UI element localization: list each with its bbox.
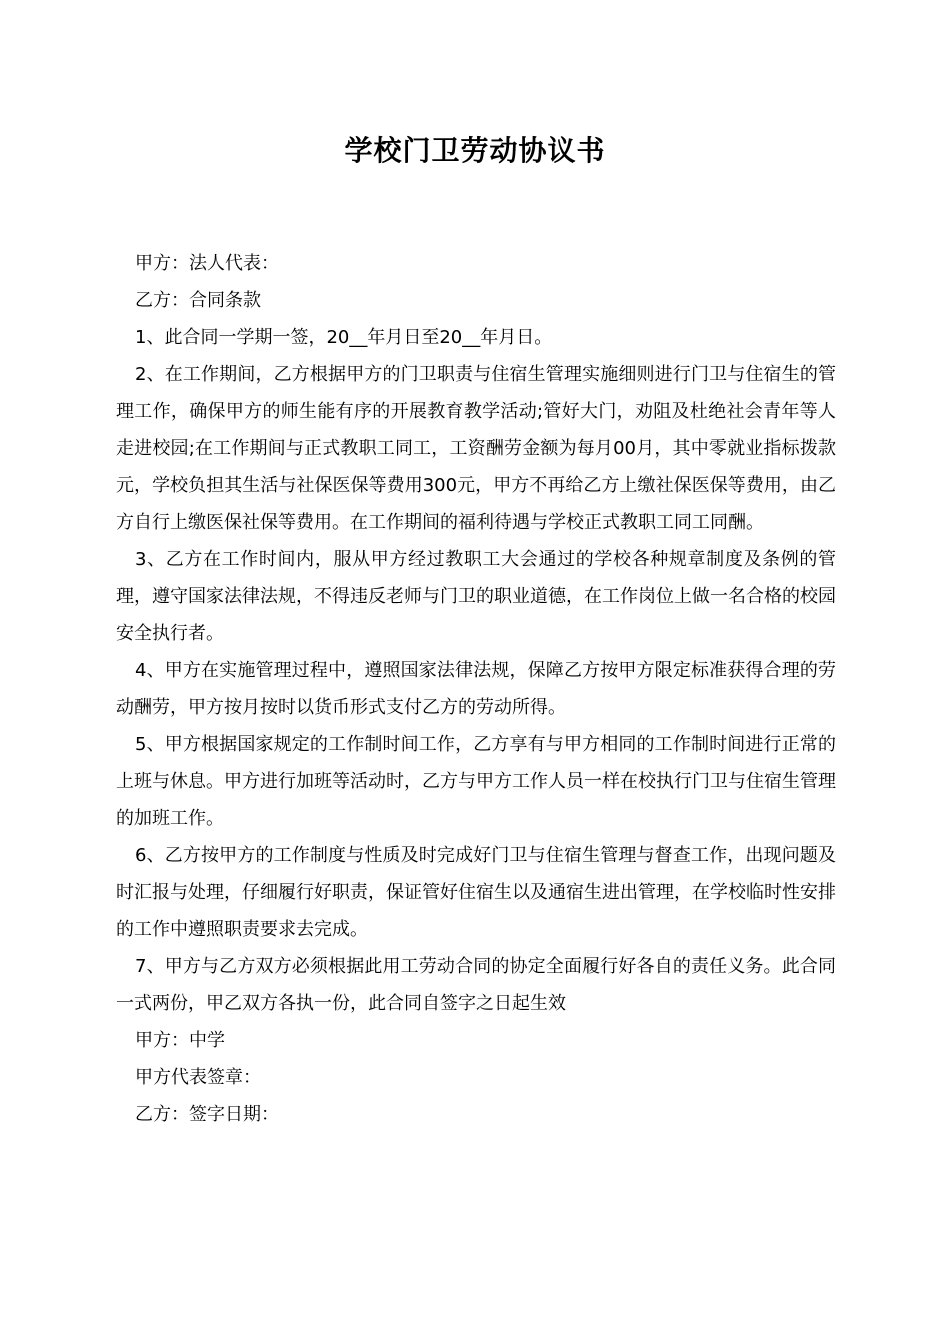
signature-party-a: 甲方：中学 [135,1030,225,1051]
party-a-line: 甲方：法人代表： [135,253,279,274]
signature-party-a-representative: 甲方代表签章： [135,1067,261,1088]
clause-3: 3、乙方在工作时间内，服从甲方经过教职工大会通过的学校各种规章制度及条例的管理，遵守国家法律法规，不得违反老师与门卫的职业道德，在工作岗位上做一名合格的校园安全执行者。 [116,549,836,644]
clause-7: 7、甲方与乙方双方必须根据此用工劳动合同的协定全面履行好各自的责任义务。此合同一式两份，甲乙双方各执一份，此合同自签字之日起生效 [116,956,836,1014]
clause-6: 6、乙方按甲方的工作制度与性质及时完成好门卫与住宿生管理与督查工作，出现问题及时汇报与处理，仔细履行好职责，保证管好住宿生以及通宿生进出管理，在学校临时性安排的工作中遵照职责要求去完成。 [116,845,836,940]
clause-1: 1、此合同一学期一签，20__年月日至20__年月日。 [135,327,553,348]
clause-2: 2、在工作期间，乙方根据甲方的门卫职责与住宿生管理实施细则进行门卫与住宿生的管理工作，确保甲方的师生能有序的开展教育教学活动;管好大门，劝阻及杜绝社会青年等人走进校园;在工作期间与正式教职工同工，工资酬劳金额为每月00月，其中零就业指标拨款元，学校负担其生活与社保医保等费用300元，甲方不再给乙方上缴社保医保等费用，由乙方自行上缴医保社保等费用。在工作期间的福利待遇与学校正式教职工同工同酬。 [116,364,836,533]
clause-5: 5、甲方根据国家规定的工作制时间工作，乙方享有与甲方相同的工作制时间进行正常的上班与休息。甲方进行加班等活动时，乙方与甲方工作人员一样在校执行门卫与住宿生管理的加班工作。 [116,734,836,829]
document-title: 学校门卫劳动协议书 [344,134,606,167]
party-b-line: 乙方：合同条款 [135,290,261,311]
document-body [116,245,836,1133]
signature-party-b-date: 乙方：签字日期： [135,1104,279,1125]
clause-4: 4、甲方在实施管理过程中，遵照国家法律法规，保障乙方按甲方限定标准获得合理的劳动酬劳，甲方按月按时以货币形式支付乙方的劳动所得。 [116,660,836,718]
